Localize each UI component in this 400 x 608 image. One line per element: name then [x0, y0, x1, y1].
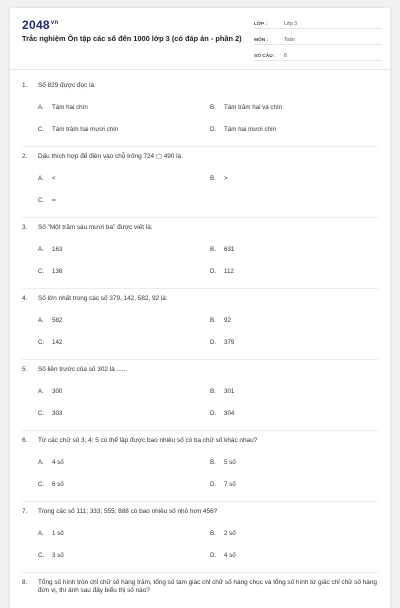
- question-number: 4.: [22, 295, 28, 302]
- question-text: Số liền trước của số 302 là ......: [38, 366, 128, 373]
- divider: [22, 430, 378, 431]
- q4-option-a[interactable]: A. 582: [38, 317, 63, 324]
- question-number: 6.: [22, 437, 28, 444]
- q6-option-a[interactable]: A. 4 số: [38, 459, 64, 466]
- quiz-meta: [254, 18, 382, 66]
- q2-option-a[interactable]: A. <: [38, 175, 56, 182]
- meta-class-value: Lớp 3: [284, 21, 298, 27]
- meta-class-key: LỚP :: [254, 22, 268, 27]
- question-text: Số lớn nhất trong các số 379, 142, 582, 92 là:: [38, 295, 168, 302]
- q3-option-b[interactable]: B. 631: [210, 246, 235, 253]
- q7-option-c[interactable]: C. 3 số: [38, 552, 64, 559]
- question-number: 1.: [22, 82, 28, 89]
- meta-subject-key: MÔN :: [254, 38, 269, 43]
- question-5: [22, 366, 380, 374]
- question-text: Số 829 được đọc là:: [38, 82, 96, 89]
- divider: [22, 146, 378, 147]
- q4-option-b[interactable]: B. 92: [210, 317, 231, 324]
- q1-option-b[interactable]: B. Tám trăm hai và chín: [210, 104, 283, 111]
- question-number: 2.: [22, 153, 28, 160]
- question-number: 3.: [22, 224, 28, 231]
- q5-option-d[interactable]: D. 304: [210, 410, 235, 417]
- q3-option-d[interactable]: D. 112: [210, 268, 234, 275]
- question-1: [22, 82, 380, 90]
- question-text: Từ các chữ số 3; 4; 5 có thể lập được bao nhiêu số có ba chữ số khác nhau?: [38, 437, 258, 444]
- question-text: Tổng số hình tròn chỉ chữ số hàng trăm, tổng số tam giác chỉ chữ số hàng chục và tổng số hình tứ giác chỉ chữ số hàng đơn vị, thì ảnh sau đây biểu thị số nào?: [38, 579, 377, 594]
- q5-option-c[interactable]: C. 303: [38, 410, 63, 417]
- question-2: [22, 153, 380, 161]
- question-3: [22, 224, 380, 232]
- question-number: 7.: [22, 508, 28, 515]
- q7-option-b[interactable]: B. 2 số: [210, 530, 236, 537]
- meta-count-row: [254, 50, 382, 61]
- q6-option-d[interactable]: D. 7 số: [210, 481, 236, 488]
- q4-option-d[interactable]: D. 379: [210, 339, 235, 346]
- question-number: 8.: [22, 579, 28, 586]
- site-logo[interactable]: $2048^{vn}$: [22, 18, 59, 32]
- question-6: [22, 437, 380, 445]
- quiz-page: [10, 8, 390, 608]
- q1-option-d[interactable]: D. Tám hai mươi chín: [210, 126, 277, 133]
- quiz-title: Trắc nghiệm Ôn tập các số đến 1000 lớp 3 (có đáp án - phần 2): [22, 34, 242, 43]
- q5-option-b[interactable]: B. 301: [210, 388, 235, 395]
- q1-option-c[interactable]: C. Tám trăm hai mươi chín: [38, 126, 119, 133]
- q4-option-c[interactable]: C. 142: [38, 339, 63, 346]
- meta-count-key: SỐ CÂU :: [254, 54, 276, 59]
- question-text: Trong các số 111; 333; 555; 888 có bao nhiêu số nhỏ hơn 456?: [38, 508, 218, 515]
- q5-option-a[interactable]: A. 300: [38, 388, 63, 395]
- quiz-header: [10, 8, 390, 70]
- meta-subject-row: [254, 34, 382, 45]
- meta-count-value: 8: [284, 53, 287, 59]
- question-number: 5.: [22, 366, 28, 373]
- meta-subject-value: Toán: [284, 37, 295, 43]
- q6-option-c[interactable]: C. 6 số: [38, 481, 64, 488]
- divider: [22, 501, 378, 502]
- q3-option-c[interactable]: C. 136: [38, 268, 63, 275]
- q7-option-a[interactable]: A. 1 số: [38, 530, 64, 537]
- q1-option-a[interactable]: A. Tám hai chín: [38, 104, 88, 111]
- divider: [22, 217, 378, 218]
- question-text: Số "Một trăm sáu mươi ba" được viết là:: [38, 224, 153, 231]
- question-4: [22, 295, 380, 303]
- q2-option-c[interactable]: C. =: [38, 197, 56, 204]
- question-7: [22, 508, 380, 516]
- q6-option-b[interactable]: B. 5 số: [210, 459, 236, 466]
- q2-option-b[interactable]: B. >: [210, 175, 228, 182]
- meta-class-row: [254, 18, 382, 29]
- q7-option-d[interactable]: D. 4 số: [210, 552, 236, 559]
- question-text: Dấu thích hợp để điền vào chỗ trống 724 ▢ 490 là:: [38, 153, 183, 160]
- divider: [22, 359, 378, 360]
- q3-option-a[interactable]: A. 163: [38, 246, 63, 253]
- divider: [22, 288, 378, 289]
- divider: [22, 572, 378, 573]
- question-8: [22, 579, 380, 595]
